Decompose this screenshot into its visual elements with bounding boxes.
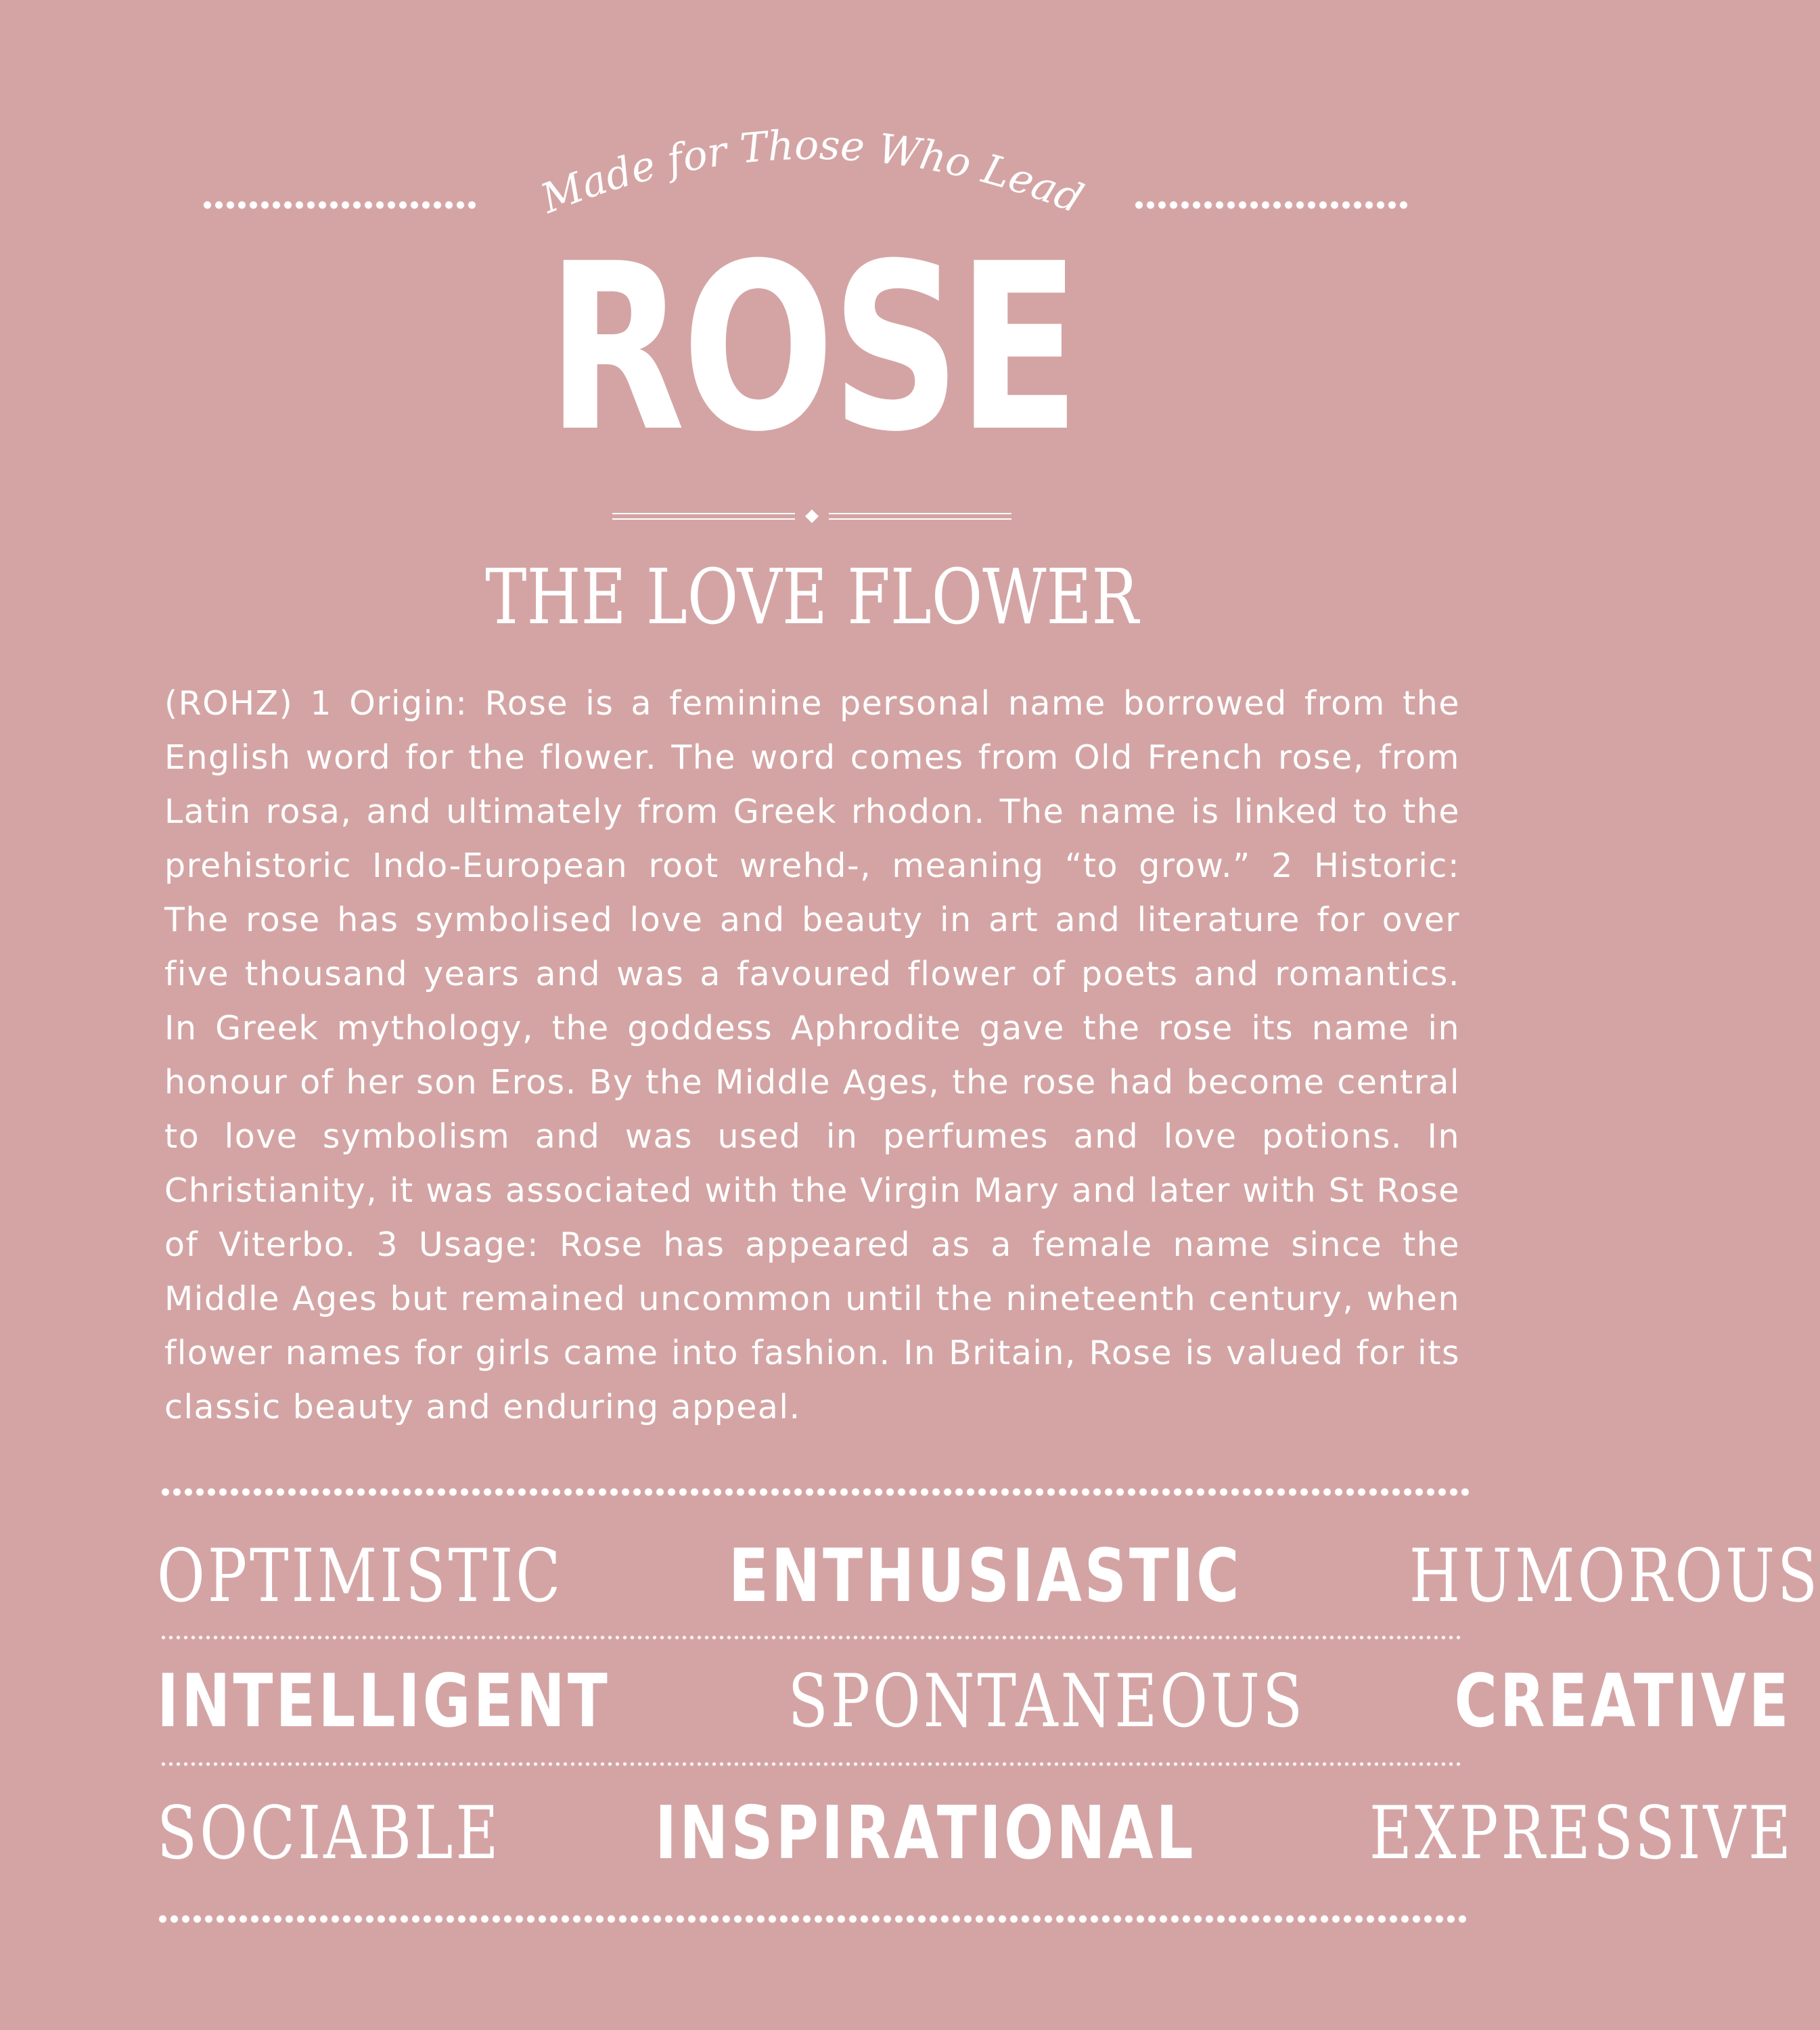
trait-word: ENTHUSIASTIC: [729, 1534, 1243, 1619]
name-description: (ROHZ) 1 Origin: Rose is a feminine personal name borrowed from the English word for the flower. The word comes from Old French rose, from Latin rosa, and ultimately from Greek rhodon. The name is linked to the prehistoric Indo-European root wrehd-, meaning “to grow.” 2 Historic: The rose has symbolised love and beauty in art and literature for over five thousand years and was a favoured flower of poets and romantics. In Greek mythology, the goddess Aphrodite gave the rose its name in honour of her son Eros. By the Middle Ages, the rose had become central to love symbolism and was used in perfumes and love potions. In Christianity, it was associated with the Virgin Mary and later with St Rose of Viterbo. 3 Usage: Rose has appeared as a female name since the Middle Ages but remained uncommon until the nineteenth century, when flower names for girls came into fashion. In Britain, Rose is valued for its classic beauty and enduring appeal.: [164, 684, 1460, 1426]
top-right-dotted-divider: [1133, 200, 1411, 210]
trait-word: INTELLIGENT: [157, 1659, 610, 1744]
trait-word: OPTIMISTIC: [157, 1534, 564, 1619]
traits-row-1: [157, 1533, 1820, 1621]
trait-word: EXPRESSIVE: [1369, 1791, 1794, 1876]
traits-row-3: [157, 1790, 1794, 1878]
ornament-divider: [612, 509, 1011, 524]
diamond-icon: [805, 510, 819, 523]
traits-row-divider: [160, 1761, 1462, 1767]
trait-word: INSPIRATIONAL: [654, 1791, 1196, 1876]
trait-word: HUMOROUS: [1409, 1534, 1820, 1619]
tagline: Made for Those Who Lead: [534, 121, 1090, 223]
tagline-arc: [514, 115, 1110, 223]
trait-word: CREATIVE: [1454, 1659, 1792, 1744]
name-title: ROSE: [547, 215, 1077, 482]
traits-bottom-divider: [157, 1914, 1466, 1924]
top-left-dotted-divider: [202, 200, 476, 210]
traits-row-divider: [160, 1635, 1462, 1640]
subtitle: THE LOVE FLOWER: [485, 554, 1139, 641]
trait-word: SPONTANEOUS: [788, 1659, 1306, 1744]
traits-row-2: [157, 1658, 1792, 1746]
trait-word: SOCIABLE: [157, 1791, 501, 1876]
traits-top-divider: [160, 1487, 1469, 1497]
